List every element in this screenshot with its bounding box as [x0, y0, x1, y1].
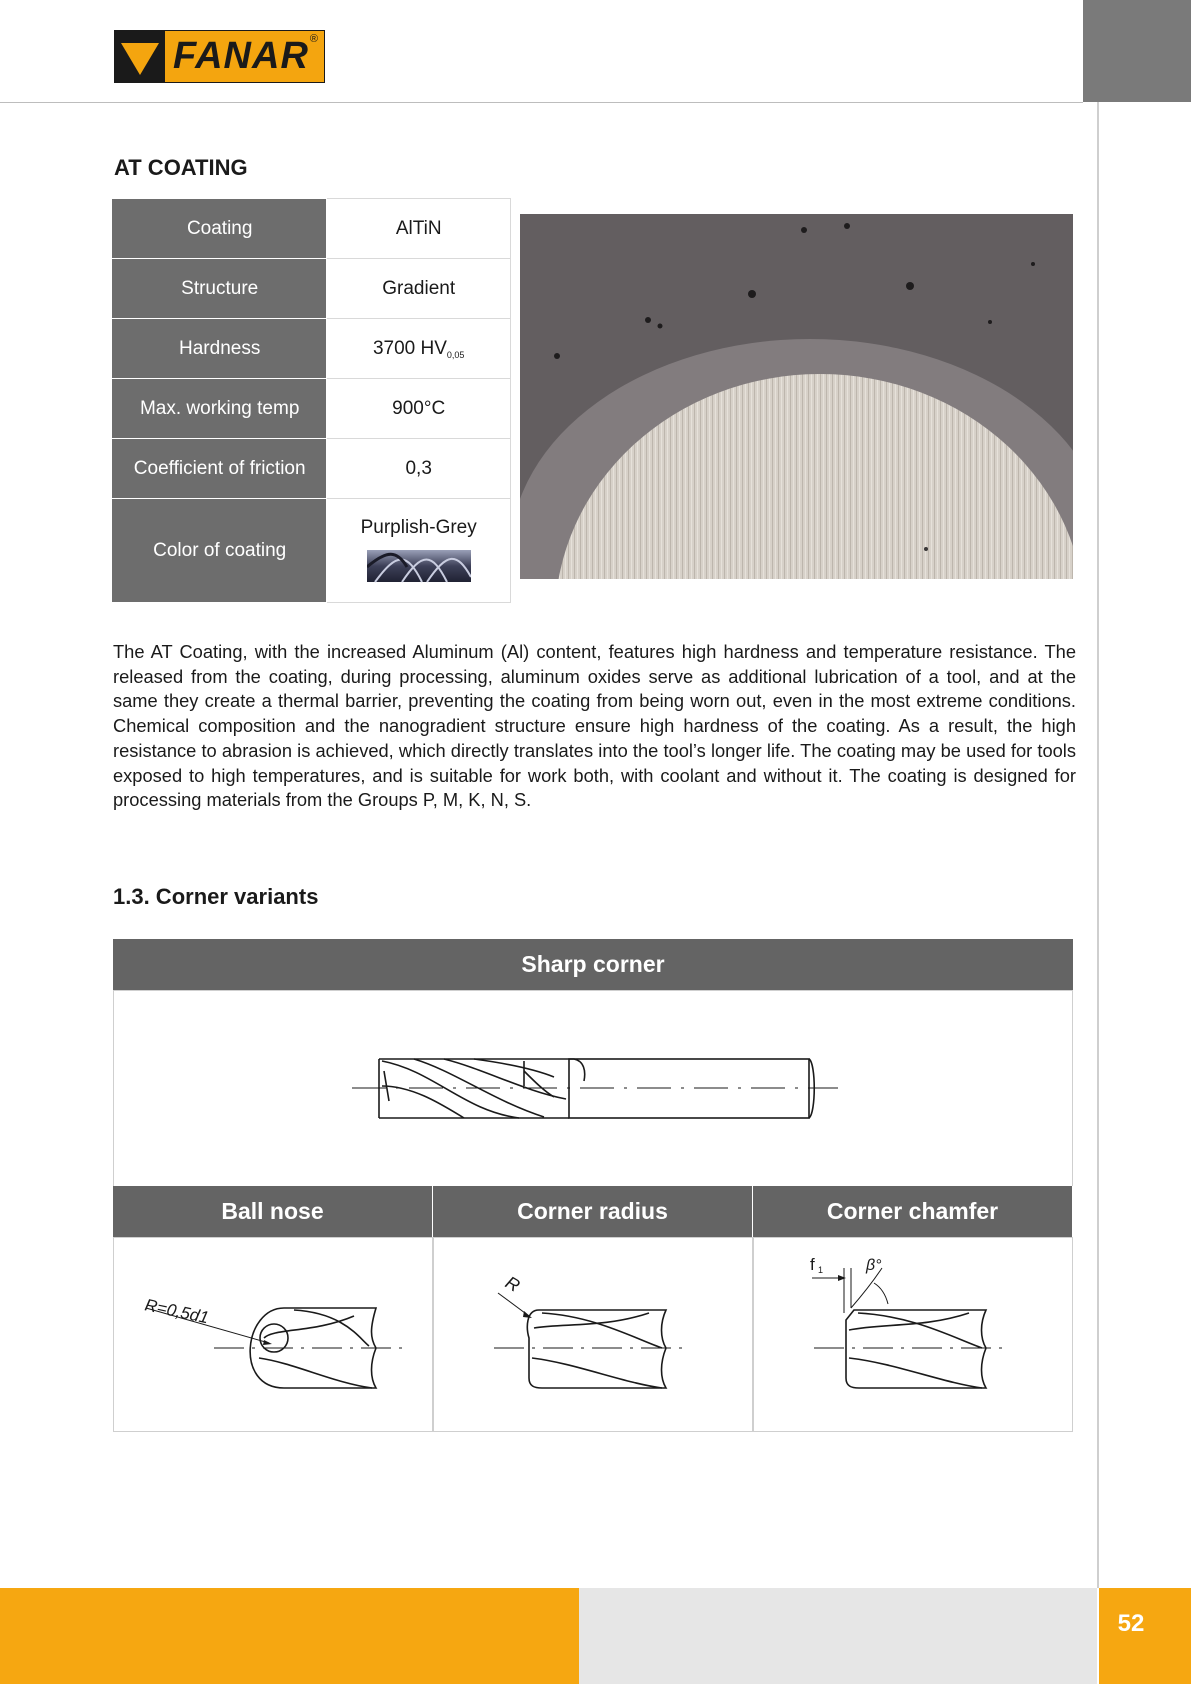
coating-section-title: AT COATING: [114, 155, 248, 180]
color-value: Purplish-Grey: [360, 516, 477, 538]
spec-row: [113, 199, 511, 259]
coating-spec-table: [112, 198, 511, 603]
spec-label: Coating: [113, 199, 327, 259]
spec-row: [113, 319, 511, 379]
spec-row: [113, 499, 511, 603]
spec-value-color: [327, 499, 511, 603]
ball-nose-tool-drawing-icon: [114, 1238, 432, 1431]
logo-wordmark: FANAR: [173, 35, 309, 77]
corner-radius-header: Corner radius: [433, 1186, 753, 1237]
spec-value: 900°C: [327, 379, 511, 439]
sharp-corner-header: Sharp corner: [113, 939, 1073, 990]
spec-label: Hardness: [113, 319, 327, 379]
corner-variants-title: 1.3. Corner variants: [113, 884, 319, 909]
hardness-subscript: 0,05: [446, 349, 465, 360]
hardness-value: 3700 HV: [372, 337, 447, 359]
header-divider: [0, 102, 1083, 103]
chamfer-beta-annotation: β°: [866, 1257, 882, 1274]
corner-radius-panel: [433, 1237, 753, 1432]
chamfer-f-annotation: f: [810, 1255, 815, 1274]
registered-mark: ®: [309, 33, 318, 45]
spec-row: [113, 379, 511, 439]
spec-label: Color of coating: [113, 499, 327, 603]
corner-chamfer-header: Corner chamfer: [753, 1186, 1073, 1237]
sharp-corner-tool-drawing-icon: [114, 991, 1072, 1186]
ball-nose-header: Ball nose: [113, 1186, 433, 1237]
fanar-logo: [114, 30, 325, 83]
spec-value-hardness: [327, 319, 511, 379]
coating-description: The AT Coating, with the increased Aluminum (Al) content, features high hardness and temperature resistance. The released from the coating, during processing, aluminum oxides serve as additional lubrication of a tool, and at the same they create a thermal barrier, preventing the coating from being worn out, even in the most extreme conditions. Chemical composition and the nanogradient structure ensure high hardness of the coating. As a result, the high resistance to abrasion is achieved, which directly translates into the tool’s longer life. The coating may be used for tools exposed to high temperatures, and is suitable for work both, with coolant and without it. The coating is designed for processing materials from the Groups P, M, K, N, S.: [113, 641, 1076, 811]
corner-variants-grid: [113, 1186, 1073, 1432]
corner-tab: [1083, 0, 1191, 102]
coating-micrograph-image: [520, 214, 1073, 579]
logo-wedge-icon: [115, 31, 165, 82]
footer-orange-band: [0, 1588, 579, 1684]
spec-label: Structure: [113, 259, 327, 319]
coated-tool-swatch-icon: [367, 547, 471, 585]
corner-radius-tool-drawing-icon: [434, 1238, 752, 1431]
sharp-corner-panel: [113, 990, 1073, 1187]
spec-value: 0,3: [327, 439, 511, 499]
corner-chamfer-column: [753, 1186, 1073, 1432]
spec-value: Gradient: [327, 259, 511, 319]
page-number: 52: [1117, 1610, 1145, 1637]
footer-grey-band: [579, 1588, 1097, 1684]
spec-value: AlTiN: [327, 199, 511, 259]
spec-row: [113, 259, 511, 319]
ball-nose-panel: [113, 1237, 433, 1432]
corner-chamfer-tool-drawing-icon: [754, 1238, 1072, 1431]
corner-chamfer-panel: [753, 1237, 1073, 1432]
corner-radius-column: [433, 1186, 753, 1432]
side-rule: [1097, 102, 1099, 1588]
corner-radius-annotation: R: [502, 1272, 524, 1296]
ball-nose-column: [113, 1186, 433, 1432]
ball-nose-annotation: R=0,5d1: [143, 1295, 211, 1328]
chamfer-f-subscript: 1: [818, 1265, 824, 1275]
spec-label: Coefficient of friction: [113, 439, 327, 499]
spec-label: Max. working temp: [113, 379, 327, 439]
spec-row: [113, 439, 511, 499]
